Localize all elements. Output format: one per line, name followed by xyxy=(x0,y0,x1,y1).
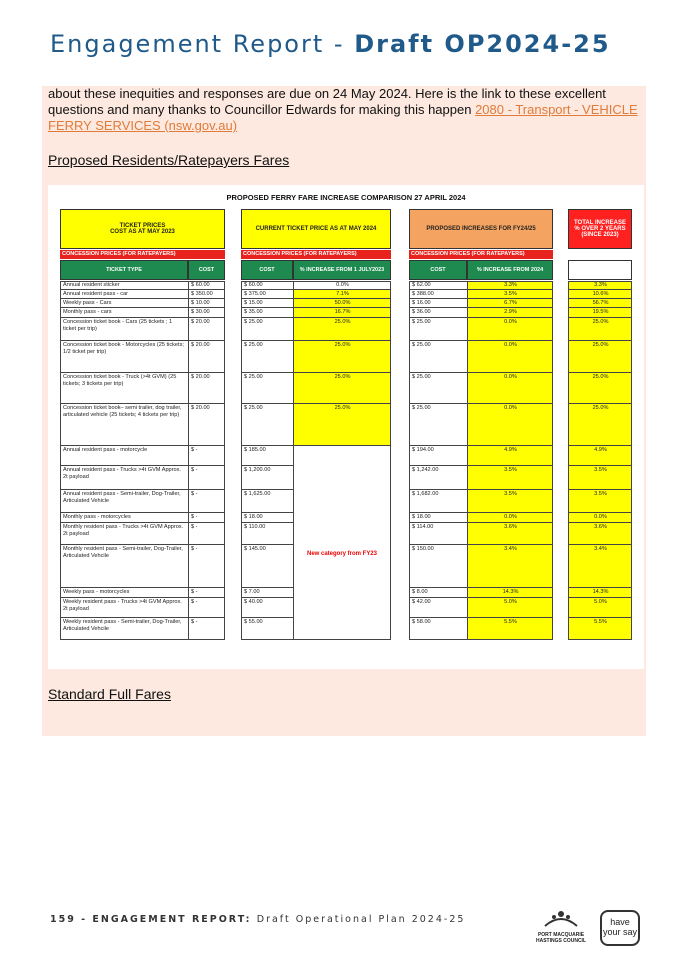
table-title: PROPOSED FERRY FARE INCREASE COMPARISON 27 APRIL 2024 xyxy=(226,193,466,202)
header-proposed-2425: PROPOSED INCREASES FOR FY24/25 xyxy=(409,209,553,249)
cell-p24: 50.0% xyxy=(293,299,391,308)
cell-tot: 3.4% xyxy=(568,545,632,588)
cell-type: Annual resident sticker xyxy=(60,281,188,290)
cell-p24: 25.0% xyxy=(293,341,391,373)
table-row xyxy=(48,290,644,299)
table-row xyxy=(48,308,644,318)
cell-c25: $ 62.00 xyxy=(409,281,467,290)
cell-type: Concession ticket book– semi trailer, dog trailer, articulated vehicle (25 tickets; 4 tickets per trip) xyxy=(60,404,188,446)
cell-c25: $ 42.00 xyxy=(409,598,467,618)
cell-c24: $ 60.00 xyxy=(241,281,293,290)
col-cost-2425: COST xyxy=(409,260,467,280)
cell-c23: $ - xyxy=(188,588,225,598)
cell-c23: $ - xyxy=(188,618,225,640)
cell-c23: $ - xyxy=(188,523,225,545)
cell-c24: $ 35.00 xyxy=(241,308,293,318)
cell-p25: 0.0% xyxy=(467,318,553,341)
cell-tot: 4.9% xyxy=(568,446,632,466)
cell-type: Monthly pass - cars xyxy=(60,308,188,318)
cell-c25: $ 25.00 xyxy=(409,318,467,341)
cell-type: Monthly resident pass - Trucks >4t GVM Approx. 2t payload xyxy=(60,523,188,545)
cell-type: Annual resident pass - motorcycle xyxy=(60,446,188,466)
cell-type: Monthly resident pass - Semi-trailer, Dog-Trailer, Articulated Vehcile xyxy=(60,545,188,588)
cell-c25: $ 36.00 xyxy=(409,308,467,318)
cell-tot: 5.0% xyxy=(568,598,632,618)
fare-table-image xyxy=(48,185,644,669)
council-logo-icon xyxy=(541,908,581,930)
cell-c24: $ 55.00 xyxy=(241,618,293,640)
cell-c23: $ 20.00 xyxy=(188,404,225,446)
cell-c24: $ 1,625.00 xyxy=(241,490,293,513)
cell-type: Weekly pass - motorcycles xyxy=(60,588,188,598)
cell-type: Annual resident pass - Semi-trailer, Dog-Trailer, Articulated Vehicle xyxy=(60,490,188,513)
cell-p25: 3.5% xyxy=(467,490,553,513)
page-footer: 159 - ENGAGEMENT REPORT: Draft Operational Plan 2024-25 xyxy=(50,914,466,925)
cell-c23: $ - xyxy=(188,513,225,523)
cell-tot: 25.0% xyxy=(568,318,632,341)
col-ticket-type: TICKET TYPE xyxy=(60,260,188,280)
concession-label-3: CONCESSION PRICES (FOR RATEPAYERS) xyxy=(409,250,553,259)
cell-c24: $ 110.00 xyxy=(241,523,293,545)
cell-c23: $ 20.00 xyxy=(188,318,225,341)
cell-c25: $ 8.00 xyxy=(409,588,467,598)
cell-c25: $ 150.00 xyxy=(409,545,467,588)
col-cost-2024: COST xyxy=(241,260,293,280)
cell-p25: 3.3% xyxy=(467,281,553,290)
cell-c24: $ 18.00 xyxy=(241,513,293,523)
cell-p24: 0.0% xyxy=(293,281,391,290)
cell-tot: 0.0% xyxy=(568,513,632,523)
cell-c25: $ 58.00 xyxy=(409,618,467,640)
cell-c23: $ 350.00 xyxy=(188,290,225,299)
cell-type: Weekly resident pass - Semi-trailer, Dog-Trailer, Articulated Vehcile xyxy=(60,618,188,640)
cell-p25: 0.0% xyxy=(467,513,553,523)
cell-p24: 16.7% xyxy=(293,308,391,318)
cell-c23: $ - xyxy=(188,446,225,466)
col-cost-2023: COST xyxy=(188,260,225,280)
cell-tot: 25.0% xyxy=(568,341,632,373)
cell-tot: 3.3% xyxy=(568,281,632,290)
cell-c25: $ 25.00 xyxy=(409,404,467,446)
cell-c24: $ 25.00 xyxy=(241,404,293,446)
new-category-note: New category from FY23 xyxy=(306,550,378,557)
cell-c25: $ 18.00 xyxy=(409,513,467,523)
table-row xyxy=(48,318,644,341)
cell-type: Annual resident pass - Trucks >4t GVM Approx. 2t payload xyxy=(60,466,188,490)
cell-c23: $ 60.00 xyxy=(188,281,225,290)
cell-c25: $ 114.00 xyxy=(409,523,467,545)
cell-tot: 14.3% xyxy=(568,588,632,598)
table-row xyxy=(48,281,644,290)
table-row xyxy=(48,299,644,308)
council-logo xyxy=(530,908,592,958)
cell-c23: $ - xyxy=(188,490,225,513)
cell-p24: 25.0% xyxy=(293,318,391,341)
cell-c25: $ 388.00 xyxy=(409,290,467,299)
cell-tot: 5.5% xyxy=(568,618,632,640)
table-row xyxy=(48,373,644,404)
ferry-services-link[interactable]: 2080 - Transport - VEHICLE FERRY SERVICES (nsw.gov.au) xyxy=(48,102,638,133)
cell-tot: 3.5% xyxy=(568,490,632,513)
cell-c23: $ 20.00 xyxy=(188,341,225,373)
cell-type: Monthly pass - motorcycles xyxy=(60,513,188,523)
cell-p25: 0.0% xyxy=(467,341,553,373)
cell-p25: 3.5% xyxy=(467,466,553,490)
cell-c24: $ 15.00 xyxy=(241,299,293,308)
cell-p24: 7.1% xyxy=(293,290,391,299)
cell-p25: 0.0% xyxy=(467,404,553,446)
cell-type: Concession ticket book - Cars (25 tickets ; 1 ticket per trip) xyxy=(60,318,188,341)
col-pct-2024: % INCREASE FROM 2024 xyxy=(467,260,553,280)
cell-c24: $ 7.00 xyxy=(241,588,293,598)
cell-p25: 3.5% xyxy=(467,290,553,299)
concession-label-1: CONCESSION PRICES (FOR RATEPAYERS) xyxy=(60,250,225,259)
table-row xyxy=(48,404,644,446)
cell-tot: 56.7% xyxy=(568,299,632,308)
cell-type: Weekly pass - Cars xyxy=(60,299,188,308)
col-pct-2023: % INCREASE FROM 1 JULY2023 xyxy=(293,260,391,280)
header-total-increase: TOTAL INCREASE % OVER 2 YEARS (SINCE 2023) xyxy=(568,209,632,249)
cell-p25: 6.7% xyxy=(467,299,553,308)
header-cost-2023: TICKET PRICES COST AS AT MAY 2023 xyxy=(60,209,225,249)
cell-c23: $ 10.00 xyxy=(188,299,225,308)
cell-p25: 3.6% xyxy=(467,523,553,545)
cell-c24: $ 185.00 xyxy=(241,446,293,466)
cell-c25: $ 194.00 xyxy=(409,446,467,466)
cell-c23: $ 20.00 xyxy=(188,373,225,404)
table-row xyxy=(48,341,644,373)
cell-p25: 4.9% xyxy=(467,446,553,466)
col-total-blank xyxy=(568,260,632,280)
header-current-2024: CURRENT TICKET PRICE AS AT MAY 2024 xyxy=(241,209,391,249)
cell-c23: $ - xyxy=(188,466,225,490)
cell-c24: $ 40.00 xyxy=(241,598,293,618)
cell-type: Concession ticket book - Truck (>4t GVM) (25 tickets; 3 tickets per trip) xyxy=(60,373,188,404)
cell-c25: $ 1,682.00 xyxy=(409,490,467,513)
cell-c24: $ 375.00 xyxy=(241,290,293,299)
cell-c25: $ 25.00 xyxy=(409,341,467,373)
cell-tot: 3.6% xyxy=(568,523,632,545)
cell-type: Concession ticket book - Motorcycles (25 tickets; 1/2 ticket per trip) xyxy=(60,341,188,373)
cell-c24: $ 145.00 xyxy=(241,545,293,588)
cell-c23: $ - xyxy=(188,545,225,588)
cell-tot: 3.5% xyxy=(568,466,632,490)
cell-c24: $ 25.00 xyxy=(241,373,293,404)
cell-p25: 0.0% xyxy=(467,373,553,404)
cell-c23: $ 30.00 xyxy=(188,308,225,318)
cell-type: Annual resident pass - car xyxy=(60,290,188,299)
cell-p25: 5.0% xyxy=(467,598,553,618)
cell-p25: 3.4% xyxy=(467,545,553,588)
cell-c24: $ 25.00 xyxy=(241,318,293,341)
intro-paragraph: about these inequities and responses are due on 24 May 2024. Here is the link to these excellent questions and many thanks to Councillor Edwards for making this happen 2080 - Transport - VEHICLE FERRY SERVICES (nsw.gov.au) xyxy=(48,86,638,133)
cell-p25: 2.9% xyxy=(467,308,553,318)
cell-tot: 25.0% xyxy=(568,404,632,446)
council-name: PORT MACQUARIE HASTINGS COUNCIL xyxy=(536,932,586,944)
cell-type: Weekly resident pass - Trucks >4t GVM Approx. 2t payload xyxy=(60,598,188,618)
cell-tot: 25.0% xyxy=(568,373,632,404)
cell-tot: 10.6% xyxy=(568,290,632,299)
have-your-say-badge: have your say xyxy=(600,910,640,946)
cell-c24: $ 25.00 xyxy=(241,341,293,373)
cell-p25: 14.3% xyxy=(467,588,553,598)
standard-fares-heading: Standard Full Fares xyxy=(48,686,171,702)
cell-tot: 19.5% xyxy=(568,308,632,318)
cell-p25: 5.5% xyxy=(467,618,553,640)
cell-c25: $ 25.00 xyxy=(409,373,467,404)
cell-c25: $ 1,242.00 xyxy=(409,466,467,490)
cell-c23: $ - xyxy=(188,598,225,618)
cell-c24: $ 1,200.00 xyxy=(241,466,293,490)
proposed-fares-heading: Proposed Residents/Ratepayers Fares xyxy=(48,152,290,168)
page-title: Engagement Report - Draft OP2024-25 xyxy=(50,30,611,58)
cell-p24: 25.0% xyxy=(293,373,391,404)
cell-c25: $ 16.00 xyxy=(409,299,467,308)
cell-p24: 25.0% xyxy=(293,404,391,446)
concession-label-2: CONCESSION PRICES (FOR RATEPAYERS) xyxy=(241,250,391,259)
